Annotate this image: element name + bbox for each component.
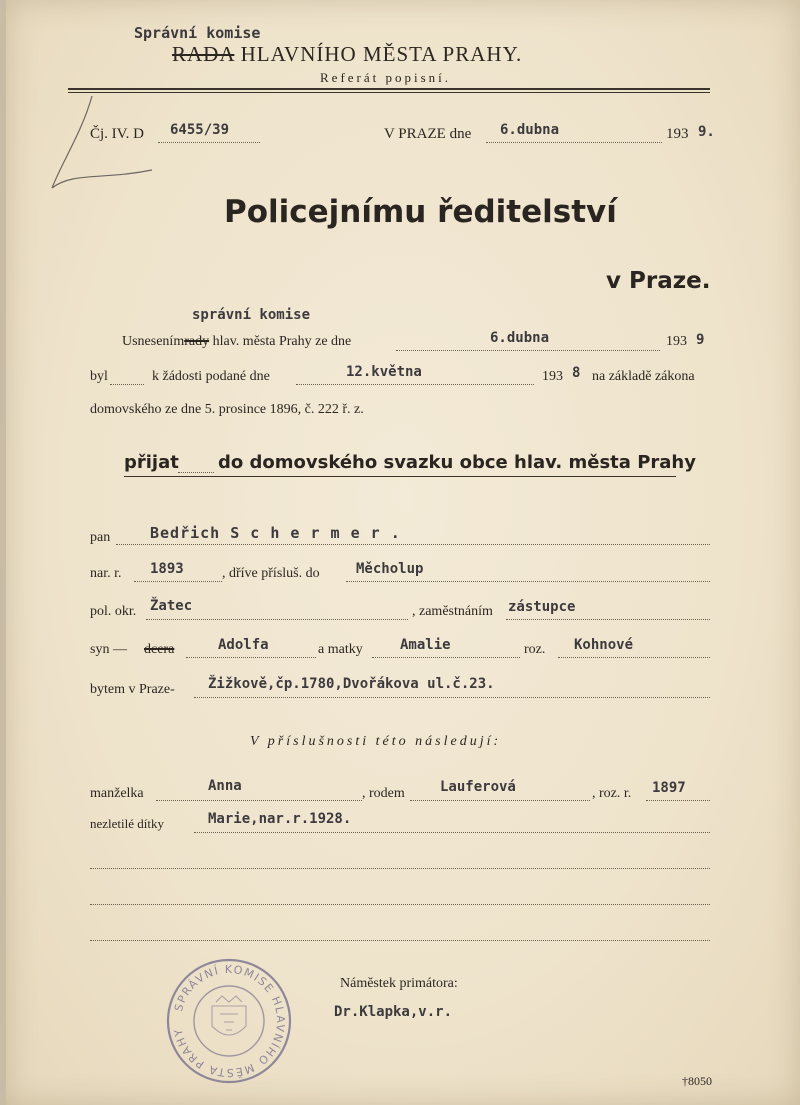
father-line <box>186 657 316 658</box>
followers-heading: V příslušnosti této následují: <box>250 734 502 749</box>
decision-rest: do domovského svazku obce hlav. města Prahy <box>218 452 696 473</box>
wife-maiden-line <box>410 800 590 801</box>
body-year2-prefix: 193 <box>542 369 563 384</box>
matky-label: a matky <box>318 642 363 657</box>
ref-number-line <box>158 142 260 143</box>
mother-maiden-line <box>558 657 710 658</box>
father: Adolfa <box>218 637 269 653</box>
header-rule-top <box>68 88 710 90</box>
body-byl-line <box>110 384 144 385</box>
document-page <box>6 0 800 1105</box>
bytem-label: bytem v Praze- <box>90 682 175 697</box>
children-label: nezletilé dítky <box>90 816 165 831</box>
prior-place: Měcholup <box>356 561 424 577</box>
wife-year: 1897 <box>652 780 686 796</box>
address-line <box>194 697 710 698</box>
occupation: zástupce <box>508 599 576 615</box>
name-line <box>116 544 710 545</box>
body-struck-rady: rady <box>184 334 210 349</box>
header-title-line <box>172 42 522 67</box>
svg-text:SPRÁVNÍ KOMISE HLAVNÍHO MĚSTA: SPRÁVNÍ KOMISE HLAVNÍHO MĚSTA PRAHY <box>171 962 288 1080</box>
body-na-zaklade: na základě zákona <box>592 369 695 384</box>
body-law-line: domovského ze dne 5. prosince 1896, č. 222 ř. z. <box>90 402 364 417</box>
wife: Anna <box>208 778 242 794</box>
struck-dcera: dcera <box>144 642 175 657</box>
syn-label: syn — <box>90 642 127 657</box>
ref-year-suffix: 9. <box>698 124 715 140</box>
roz-label: roz. <box>524 642 546 657</box>
body-date2-line <box>296 384 534 385</box>
mother-maiden: Kohnové <box>574 637 634 653</box>
header-subtitle: Referát popisní. <box>320 70 452 85</box>
body-year2-suffix: 8 <box>572 365 581 381</box>
person-name: Bedřich S c h e r m e r . <box>150 524 401 542</box>
prior-place-line <box>346 581 710 582</box>
address: Žižkově,čp.1780,Dvořákova ul.č.23. <box>208 676 495 692</box>
decision-underline <box>124 476 676 477</box>
ref-label: Čj. IV. D <box>90 126 144 142</box>
signature-name: Dr.Klapka,v.r. <box>334 1004 453 1020</box>
decision-gap-line <box>178 472 214 473</box>
children-line <box>194 832 710 833</box>
occupation-line <box>506 619 710 620</box>
body-date2: 12.května <box>346 364 422 380</box>
body-byl: byl <box>90 369 108 384</box>
signature-title: Náměstek primátora: <box>340 976 458 991</box>
body-date1: 6.dubna <box>490 330 550 346</box>
decision-word: přijat <box>124 452 179 473</box>
ref-date: 6.dubna <box>500 122 560 138</box>
wife-label: manželka <box>90 786 144 801</box>
body-line1 <box>122 334 351 350</box>
okr-label: pol. okr. <box>90 604 137 619</box>
wife-maiden: Lauferová <box>440 779 516 795</box>
district: Žatec <box>150 598 193 614</box>
mother: Amalie <box>400 637 451 653</box>
wife-line <box>156 800 362 801</box>
header-title: HLAVNÍHO MĚSTA PRAHY. <box>240 42 523 66</box>
body-hlav-mesta: hlav. města Prahy ze dne <box>212 334 352 349</box>
addressee-line2: v Praze. <box>606 268 711 294</box>
children: Marie,nar.r.1928. <box>208 811 352 827</box>
official-seal-icon <box>164 956 294 1086</box>
ref-date-line <box>486 142 662 143</box>
body-typed-insert: správní komise <box>192 307 311 323</box>
ref-number: 6455/39 <box>170 122 230 138</box>
body-year1-prefix: 193 <box>666 334 687 349</box>
mother-line <box>372 657 520 658</box>
body-zadosti: k žádosti podané dne <box>152 369 270 384</box>
addressee-line1: Policejnímu ředitelství <box>224 194 617 230</box>
blank-line-1 <box>90 868 710 869</box>
rodem-label: , rodem <box>362 786 405 801</box>
footer-code: †8050 <box>682 1074 712 1088</box>
blank-line-2 <box>90 904 710 905</box>
district-line <box>146 619 408 620</box>
birth-year-line <box>134 581 222 582</box>
zam-label: , zaměstnáním <box>412 604 493 619</box>
birth-year: 1893 <box>150 561 184 577</box>
header-typed-insert: Správní komise <box>134 24 261 42</box>
wife-roz-label: , roz. r. <box>592 786 632 801</box>
body-date1-line <box>396 350 660 351</box>
blank-line-3 <box>90 940 710 941</box>
body-usnesenim: Usnesením <box>122 334 185 349</box>
nar-label: nar. r. <box>90 566 122 581</box>
wife-year-line <box>646 800 710 801</box>
header-struck-word: RADA <box>172 42 235 66</box>
ref-year-prefix: 193 <box>666 126 689 142</box>
pan-label: pan <box>90 530 111 545</box>
drive-label: , dříve přísluš. do <box>222 566 320 581</box>
ref-place-label: V PRAZE dne <box>384 126 472 142</box>
body-year1-suffix: 9 <box>696 332 705 348</box>
